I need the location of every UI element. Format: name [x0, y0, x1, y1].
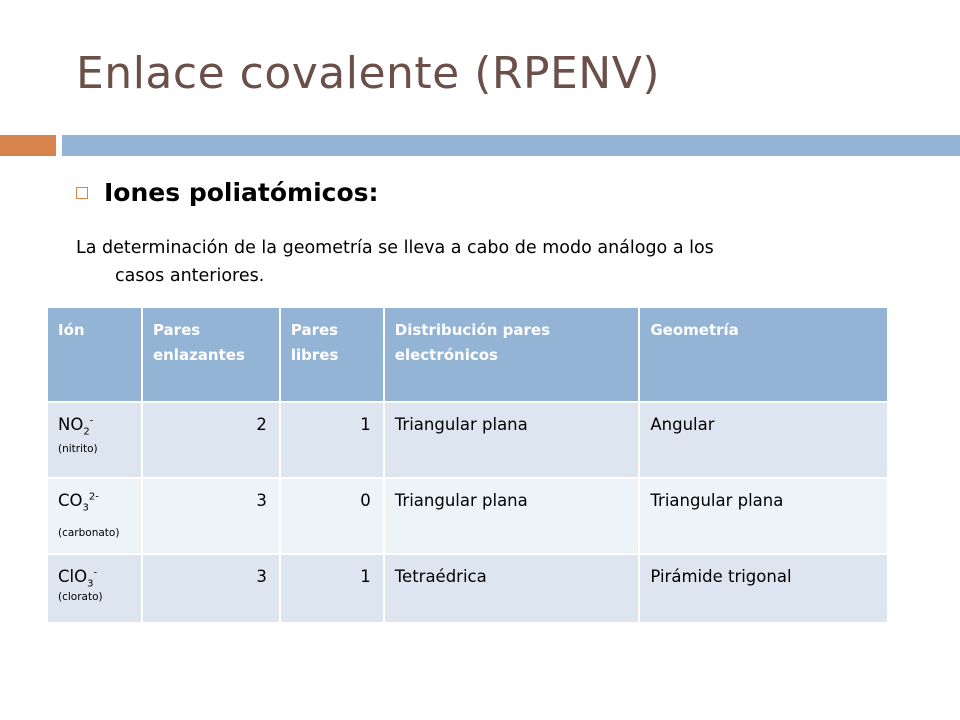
pares-libres-cell: 0	[280, 478, 384, 554]
hollow-square-bullet-icon	[76, 187, 88, 199]
pares-enlazantes-cell: 3	[142, 478, 280, 554]
slide-title: Enlace covalente (RPENV)	[76, 48, 660, 99]
ion-cell	[48, 402, 142, 478]
pares-libres-cell: 1	[280, 402, 384, 478]
header-pares-libres: Pares libres	[280, 308, 384, 402]
pares-enlazantes-cell: 3	[142, 554, 280, 622]
ion-formula: ClO$_3$-	[58, 567, 98, 590]
table-row	[48, 402, 888, 478]
bullet-text: Iones poliatómicos:	[104, 178, 379, 207]
accent-bar-blue	[62, 135, 960, 156]
ions-table	[48, 308, 889, 622]
header-distribucion: Distribución pares electrónicos	[384, 308, 640, 402]
paragraph-line-2: casos anteriores.	[115, 266, 265, 286]
body-paragraph	[76, 234, 876, 290]
accent-bar-orange	[0, 135, 56, 156]
ion-cell	[48, 554, 142, 622]
ion-formula: $CO_3^{2-}$	[58, 491, 99, 514]
ion-formula: $NO_2^-$	[58, 415, 94, 438]
geometria-cell: Pirámide trigonal	[639, 554, 888, 622]
distribucion-cell: Triangular plana	[384, 402, 640, 478]
table-header-row	[48, 308, 888, 402]
table-row	[48, 554, 888, 622]
header-geometria: Geometría	[639, 308, 888, 402]
header-ion: Ión	[48, 308, 142, 402]
table-row	[48, 478, 888, 554]
ion-name: (carbonato)	[58, 527, 120, 540]
geometria-cell: Angular	[639, 402, 888, 478]
bullet-item	[76, 178, 379, 207]
header-pares-enlazantes: Pares enlazantes	[142, 308, 280, 402]
distribucion-cell: Triangular plana	[384, 478, 640, 554]
pares-libres-cell: 1	[280, 554, 384, 622]
ion-name: (nitrito)	[58, 443, 98, 456]
pares-enlazantes-cell: 2	[142, 402, 280, 478]
geometria-cell: Triangular plana	[639, 478, 888, 554]
distribucion-cell: Tetraédrica	[384, 554, 640, 622]
ion-cell	[48, 478, 142, 554]
ion-name: (clorato)	[58, 591, 103, 604]
paragraph-line-1: La determinación de la geometría se lleva a cabo de modo análogo a los	[76, 238, 714, 258]
